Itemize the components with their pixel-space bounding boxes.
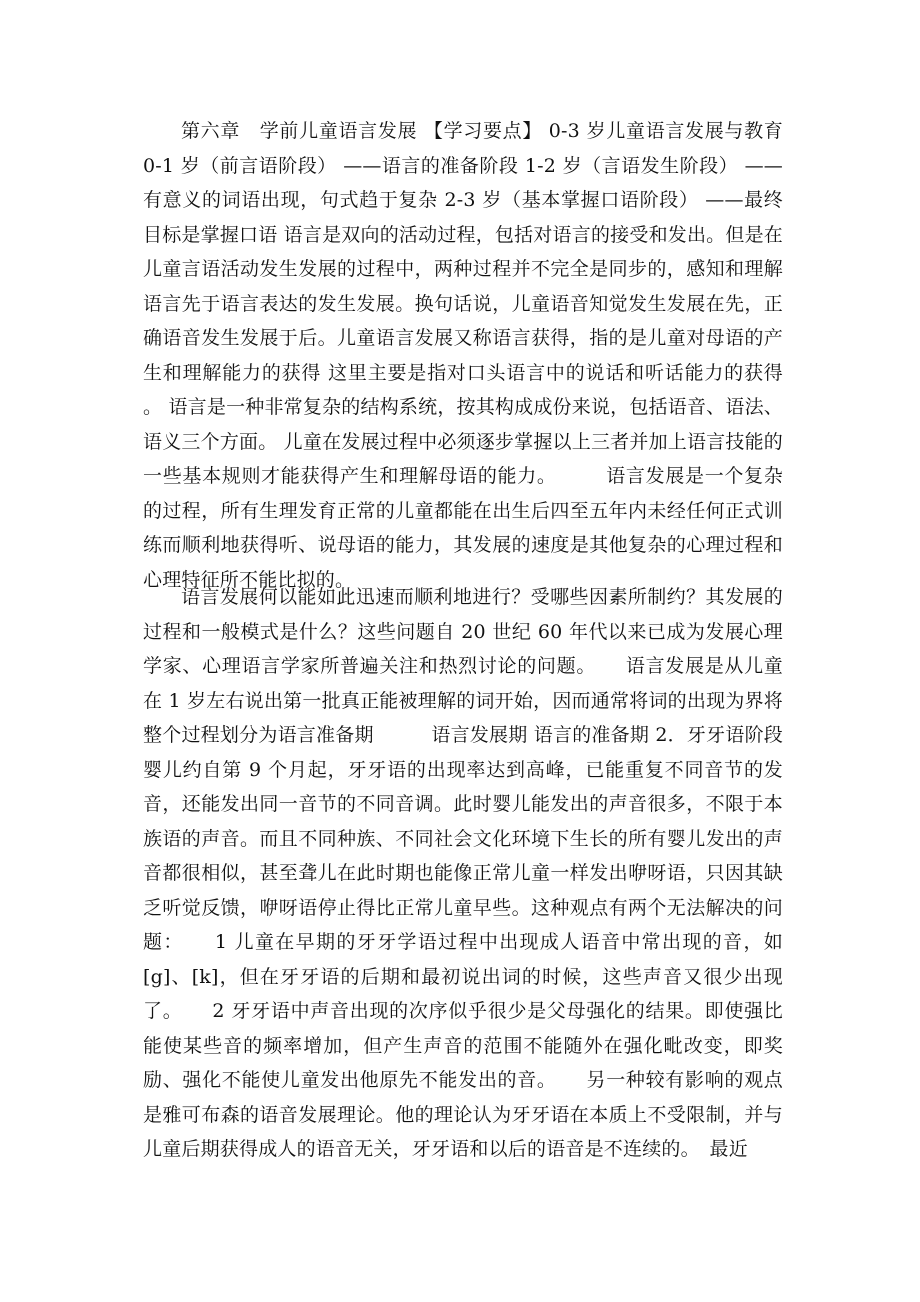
paragraph-babbling: 语言发展何以能如此迅速而顺利地进行？受哪些因素所制约？其发展的过程和一般模式是什么？这些问题自 20 世纪 60 年代以来已成为发展心理学家、心理语言学家所普遍关注和热烈讨论的问题。 语言发展是从儿童在 1 岁左右说出第一批真正能被理解的词开始，因而通常将词的出现为界将整个过程划分为语言准备期 语言发展期 语言的准备期 2．牙牙语阶段 婴儿约自第 9 个月起，牙牙语的出现率达到高峰，已能重复不同音节的发音，还能发出同一音节的不同音调。此时婴儿能发出的声音很多，不限于本族语的声音。而且不同种族、不同社会文化环境下生长的所有婴儿发出的声音都很相似，甚至聋儿在此时期也能像正常儿童一样发出咿呀语，只因其缺乏听觉反馈，咿呀语停止得比正常儿童早些。这种观点有两个无法解决的问题： 1 儿童在早期的牙牙学语过程中出现成人语音中常出现的音，如[g]、[k]，但在牙牙语的后期和最初说出词的时候，这些声音又很少出现了。 2 牙牙语中声音出现的次序似乎很少是父母强化的结果。即使强比能使某些音的频率增加，但产生声音的范围不能随外在强化毗改变，即奖励、强化不能使儿童发出他原先不能发出的音。 另一种较有影响的观点是雅可布森的语音发展理论。他的理论认为牙牙语在本质上不受限制，并与儿童后期获得成人的语音无关，牙牙语和以后的语音是不连续的。 最近 — [143, 586, 822, 1160]
paragraph-intro: 第六章 学前儿童语言发展 【学习要点】 0-3 岁儿童语言发展与教育 0-1 岁（前言语阶段） ——语言的准备阶段 1-2 岁（言语发生阶段） ——有意义的词语出现，句式趋于复杂 2-3 岁（基本掌握口语阶段） ——最终目标是掌握口语 语言是双向的活动过程，包括对语言的接受和发出。但是在儿童言语活动发生发展的过程中，两种过程并不完全是同步的，感知和理解语言先于语言表达的发生发展。换句话说，儿童语音知觉发生发展在先，正确语音发生发展于后。儿童语言发展又称语言获得，指的是儿童对母语的产生和理解能力的获得 这里主要是指对口头语言中的说话和听话能力的获得 。 语言是一种非常复杂的结构系统，按其构成成份来说，包括语音、语法、语义三个方面。 儿童在发展过程中必须逐步掌握以上三者并加上语言技能的一些基本规则才能获得产生和理解母语的能力。 语言发展是一个复杂的过程，所有生理发育正常的儿童都能在出生后四至五年内未经任何正式训练而顺利地获得听、说母语的能力，其发展的速度是其他复杂的心理过程和心理特征所不能比拟的。 — [143, 120, 783, 591]
